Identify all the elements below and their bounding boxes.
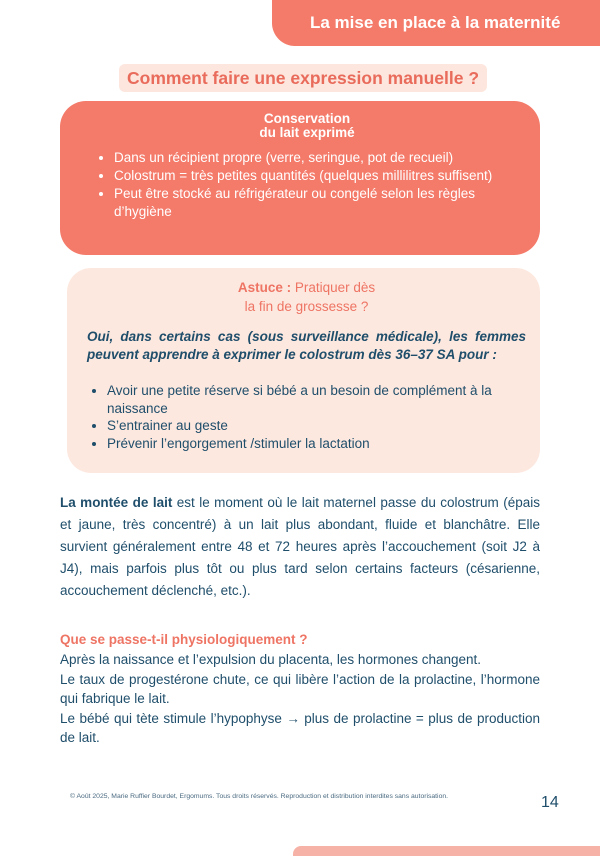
conservation-item: • Colostrum = très petites quantités (quelques millilitres suffisent) xyxy=(114,167,520,185)
astuce-box xyxy=(67,268,540,473)
conservation-title-line1: Conservation xyxy=(263,111,351,126)
physio-paragraph: Le bébé qui tète stimule l’hypophyse → plus de prolactine = plus de production de lait. xyxy=(60,710,540,745)
conservation-title-line2: du lait exprimé xyxy=(259,125,355,140)
conservation-item: • Peut être stocké au réfrigérateur ou congelé selon les règles d’hygiène xyxy=(114,185,520,221)
page-number: 14 xyxy=(541,794,559,811)
astuce-question-line1: Pratiquer dès xyxy=(291,280,376,295)
conservation-box xyxy=(60,101,540,255)
astuce-question-line2: la fin de grossesse ? xyxy=(244,299,369,314)
conservation-list xyxy=(94,149,520,221)
montee-text: est le moment où le lait maternel passe du colostrum (épais et jaune, très concentré) à un lait plus abondant, fluide et blanchâtre. Elle survient généralement entre 48 et 72 heures après l’accouchement (soit J2 à J4), mais parfois plus tôt ou plus tard selon certains facteurs (césarienne, accouchement déclenché, etc.). xyxy=(60,495,540,598)
header-title: La mise en place à la maternité xyxy=(310,13,561,32)
astuce-intro: Oui, dans certains cas (sous surveillance médicale), les femmes peuvent apprendre à exprimer le colostrum dès 36–37 SA pour : xyxy=(87,329,526,362)
astuce-item: • Avoir une petite réserve si bébé a un besoin de complément à la naissance xyxy=(107,382,526,417)
copyright-notice: © Août 2025, Marie Ruffier Bourdet, Ergomums. Tous droits réservés. Reproduction et distribution interdites sans autorisation. xyxy=(70,793,449,800)
physio-paragraph: Le taux de progestérone chute, ce qui libère l’action de la prolactine, l’hormone qui fabrique le lait. xyxy=(60,671,540,706)
physio-paragraph: Après la naissance et l’expulsion du placenta, les hormones changent. xyxy=(60,652,482,667)
astuce-heading xyxy=(87,278,526,316)
astuce-item: • Prévenir l’engorgement /stimuler la lactation xyxy=(107,435,526,453)
footer-accent-bar xyxy=(293,846,600,856)
physio-text xyxy=(60,650,540,748)
montee-paragraph xyxy=(60,492,540,602)
astuce-item: • S’entrainer au geste xyxy=(107,417,526,435)
montee-lead: La montée de lait xyxy=(60,495,173,510)
section-title: Comment faire une expression manuelle ? xyxy=(119,64,487,92)
conservation-title xyxy=(94,112,520,140)
header-banner xyxy=(272,0,600,46)
astuce-lead: Astuce : xyxy=(237,280,292,295)
physio-title: Que se passe-t-il physiologiquement ? xyxy=(60,632,308,647)
conservation-item: • Dans un récipient propre (verre, seringue, pot de recueil) xyxy=(114,149,520,167)
astuce-list xyxy=(87,382,526,452)
